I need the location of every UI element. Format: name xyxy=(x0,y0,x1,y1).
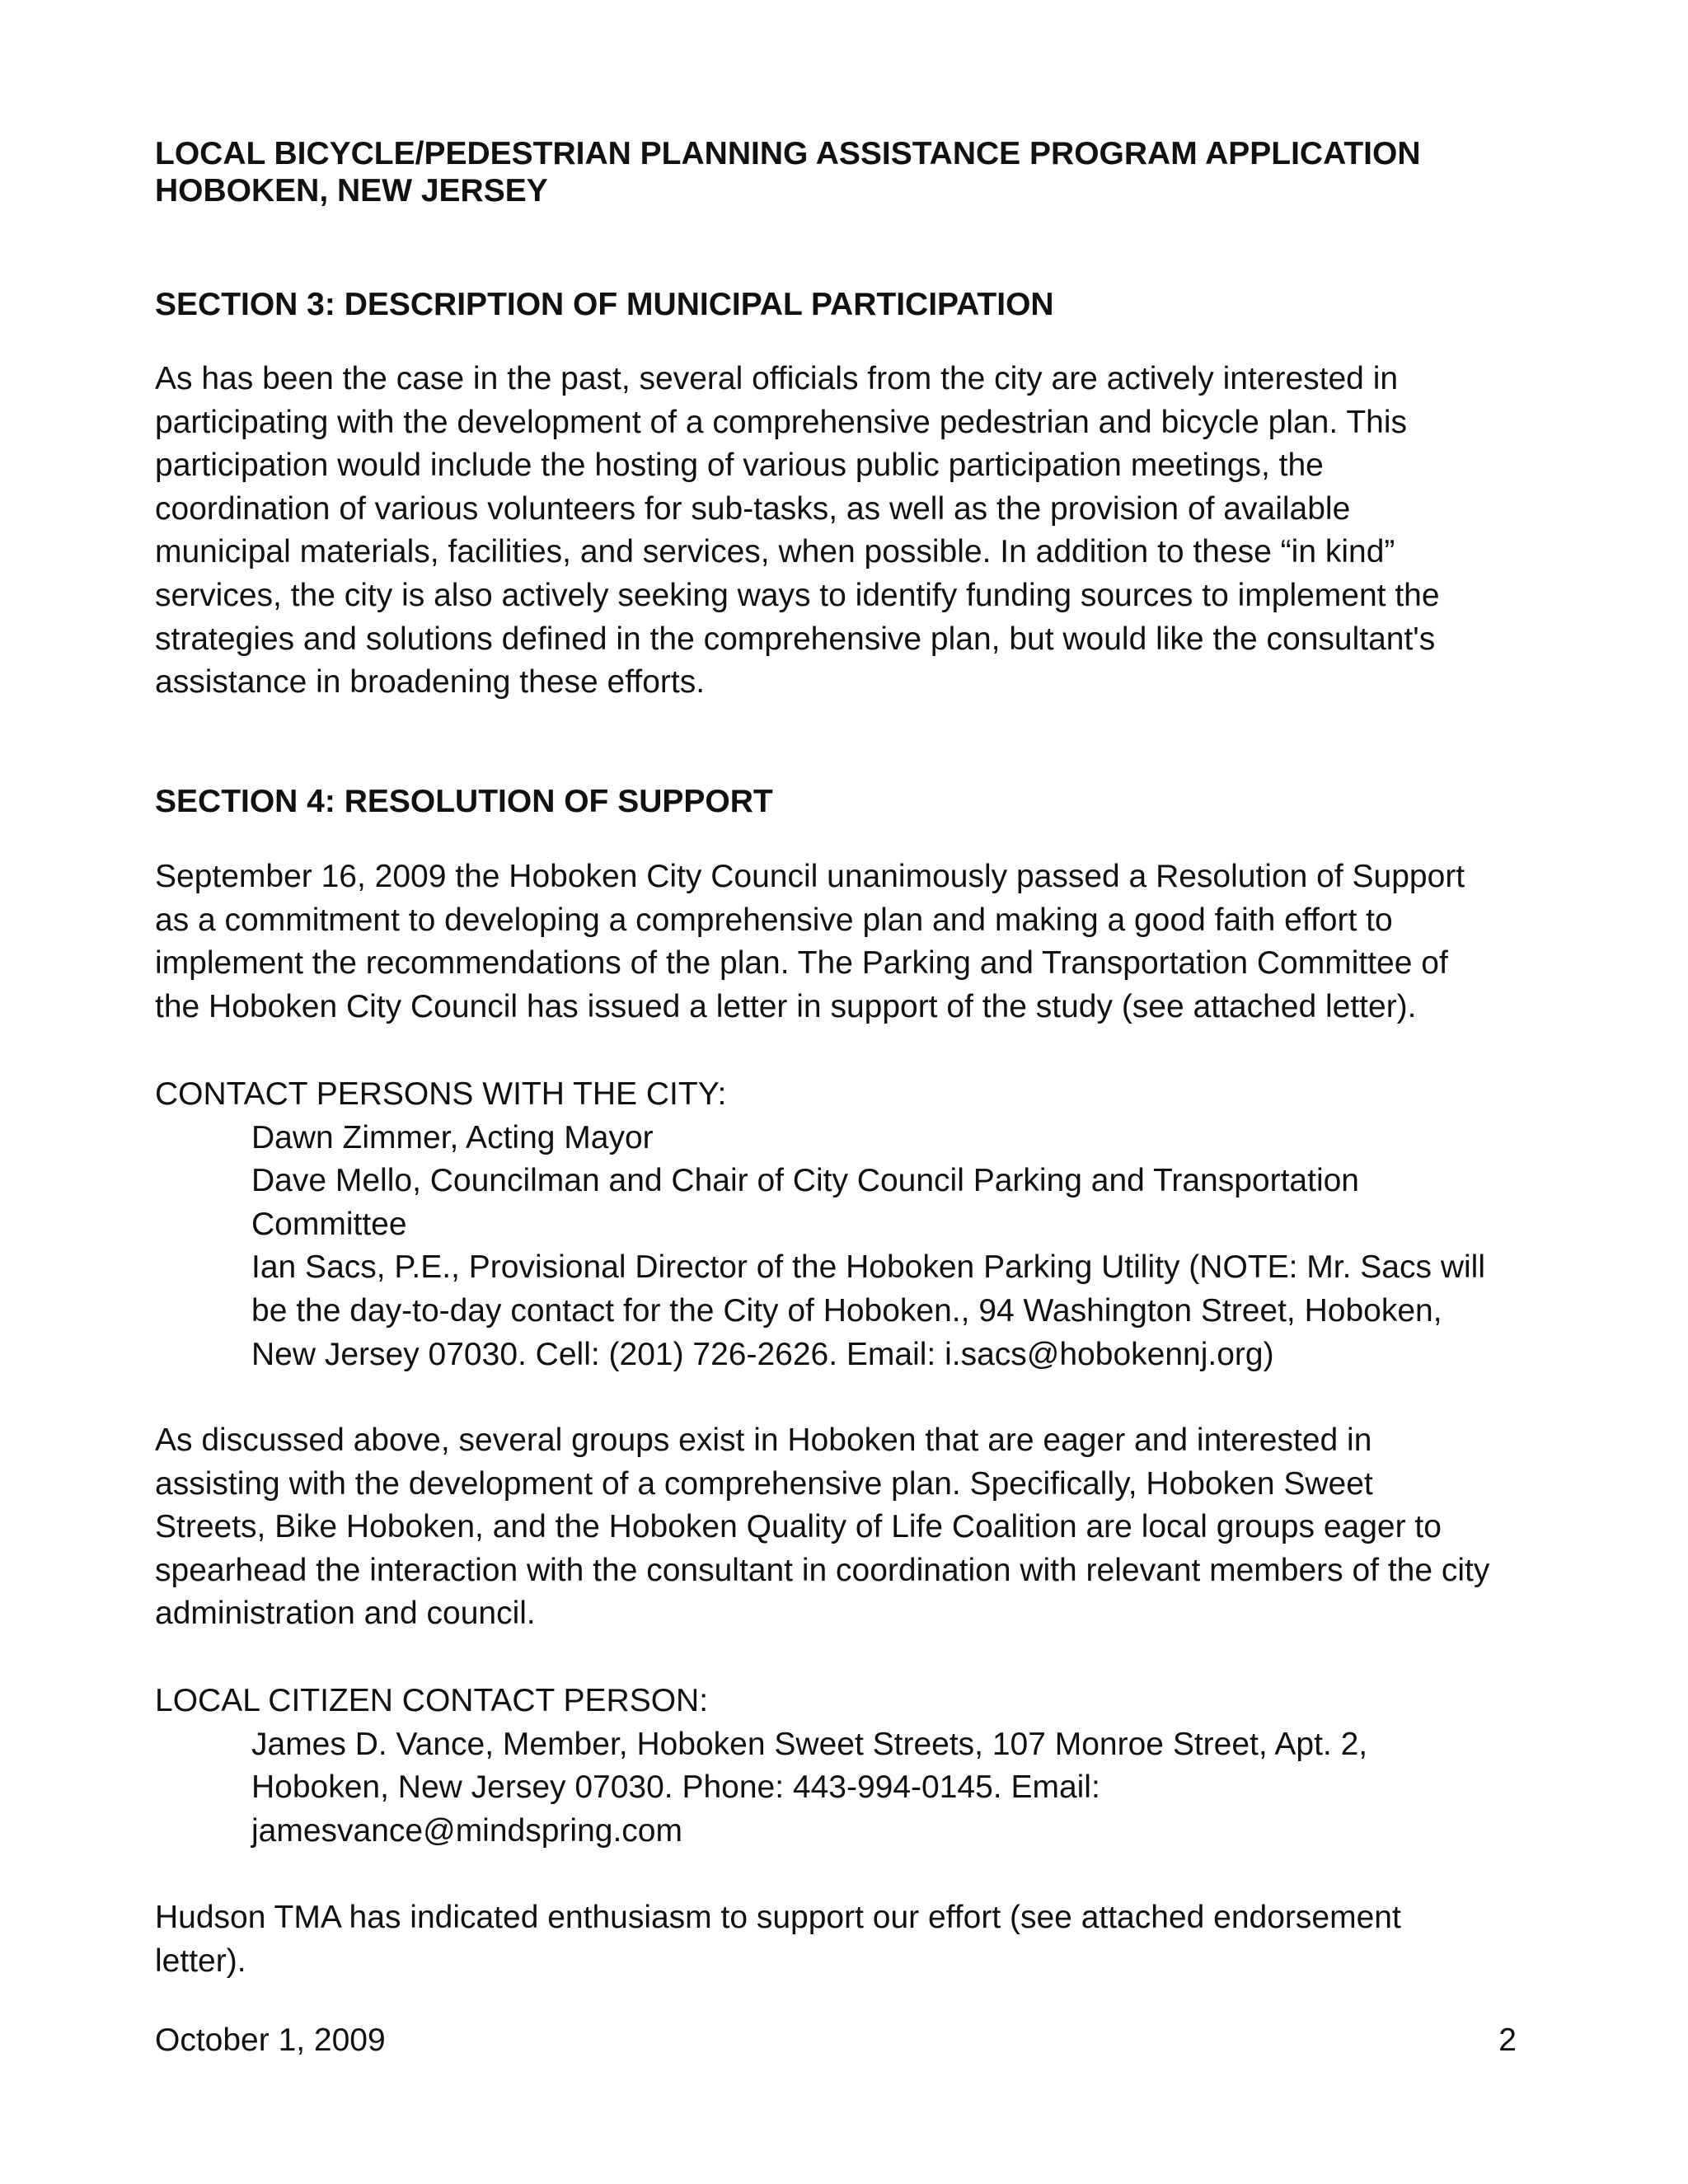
paragraph-line: administration and council. xyxy=(155,1596,536,1632)
title-line-1: LOCAL BICYCLE/PEDESTRIAN PLANNING ASSISTANCE PROGRAM APPLICATION xyxy=(155,136,1421,171)
hudson-paragraph xyxy=(155,1896,1556,1983)
paragraph-line: As has been the case in the past, several officials from the city are actively interested in xyxy=(155,361,1399,396)
contact-line: James D. Vance, Member, Hoboken Sweet Streets, 107 Monroe Street, Apt. 2, xyxy=(251,1726,1368,1762)
document-title xyxy=(155,135,1556,209)
paragraph-line: participation would include the hosting of various public participation meetings, the xyxy=(155,448,1324,484)
paragraph-line: coordination of various volunteers for sub-tasks, as well as the provision of available xyxy=(155,490,1351,527)
paragraph-line: assisting with the development of a comprehensive plan. Specifically, Hoboken Sweet xyxy=(155,1465,1373,1502)
city-contacts xyxy=(155,1073,1556,1376)
citizen-contact-label: LOCAL CITIZEN CONTACT PERSON: xyxy=(155,1683,709,1718)
paragraph-line: participating with the development of a comprehensive pedestrian and bicycle plan. This xyxy=(155,404,1408,440)
paragraph-line: letter). xyxy=(155,1943,246,1979)
paragraph-line: As discussed above, several groups exist in Hoboken that are eager and interested in xyxy=(155,1422,1372,1458)
contact-line: jamesvance@mindspring.com xyxy=(251,1812,682,1849)
contact-line: Ian Sacs, P.E., Provisional Director of the Hoboken Parking Utility (NOTE: Mr. Sacs will xyxy=(251,1249,1485,1286)
paragraph-line: September 16, 2009 the Hoboken City Council unanimously passed a Resolution of Support xyxy=(155,859,1465,894)
paragraph-line: Hudson TMA has indicated enthusiasm to support our effort (see attached endorsement xyxy=(155,1900,1401,1935)
section-3-heading: SECTION 3: DESCRIPTION OF MUNICIPAL PARTICIPATION xyxy=(155,287,1054,322)
resolution-paragraph xyxy=(155,855,1556,1029)
paragraph-line: the Hoboken City Council has issued a letter in support of the study (see attached letter). xyxy=(155,988,1417,1024)
title-line-2: HOBOKEN, NEW JERSEY xyxy=(155,173,548,209)
paragraph-line: assistance in broadening these efforts. xyxy=(155,664,706,701)
paragraph-line: as a commitment to developing a comprehensive plan and making a good faith effort to xyxy=(155,902,1393,938)
paragraph-line: Streets, Bike Hoboken, and the Hoboken Quality of Life Coalition are local groups eager to xyxy=(155,1509,1442,1545)
city-contacts-label: CONTACT PERSONS WITH THE CITY: xyxy=(155,1076,727,1112)
contact-line: Dave Mello, Councilman and Chair of City Council Parking and Transportation xyxy=(251,1163,1359,1199)
contact-line: be the day-to-day contact for the City of Hoboken., 94 Washington Street, Hoboken, xyxy=(251,1292,1442,1329)
footer-date: October 1, 2009 xyxy=(155,2022,386,2058)
paragraph-line: services, the city is also actively seeking ways to identify funding sources to implement the xyxy=(155,577,1440,613)
citizen-contact xyxy=(155,1680,1556,1853)
paragraph-line: municipal materials, facilities, and services, when possible. In addition to these “in kind” xyxy=(155,534,1395,570)
section-3 xyxy=(155,286,1556,323)
paragraph-line: implement the recommendations of the plan. The Parking and Transportation Committee of xyxy=(155,945,1448,982)
paragraph-line: spearhead the interaction with the consultant in coordination with relevant members of the city xyxy=(155,1552,1490,1588)
contact-line: Committee xyxy=(251,1206,407,1242)
section-3-paragraph xyxy=(155,358,1556,705)
contact-line: Dawn Zimmer, Acting Mayor xyxy=(251,1119,654,1155)
paragraph-line: strategies and solutions defined in the comprehensive plan, but would like the consultant's xyxy=(155,621,1436,657)
section-4-heading: SECTION 4: RESOLUTION OF SUPPORT xyxy=(155,784,773,819)
section-4 xyxy=(155,783,1556,820)
groups-paragraph xyxy=(155,1419,1556,1636)
contact-line: New Jersey 07030. Cell: (201) 726-2626. Email: i.sacs@hobokennj.org) xyxy=(251,1336,1274,1372)
page-number: 2 xyxy=(1498,2022,1517,2058)
contact-line: Hoboken, New Jersey 07030. Phone: 443-994-0145. Email: xyxy=(251,1769,1100,1806)
